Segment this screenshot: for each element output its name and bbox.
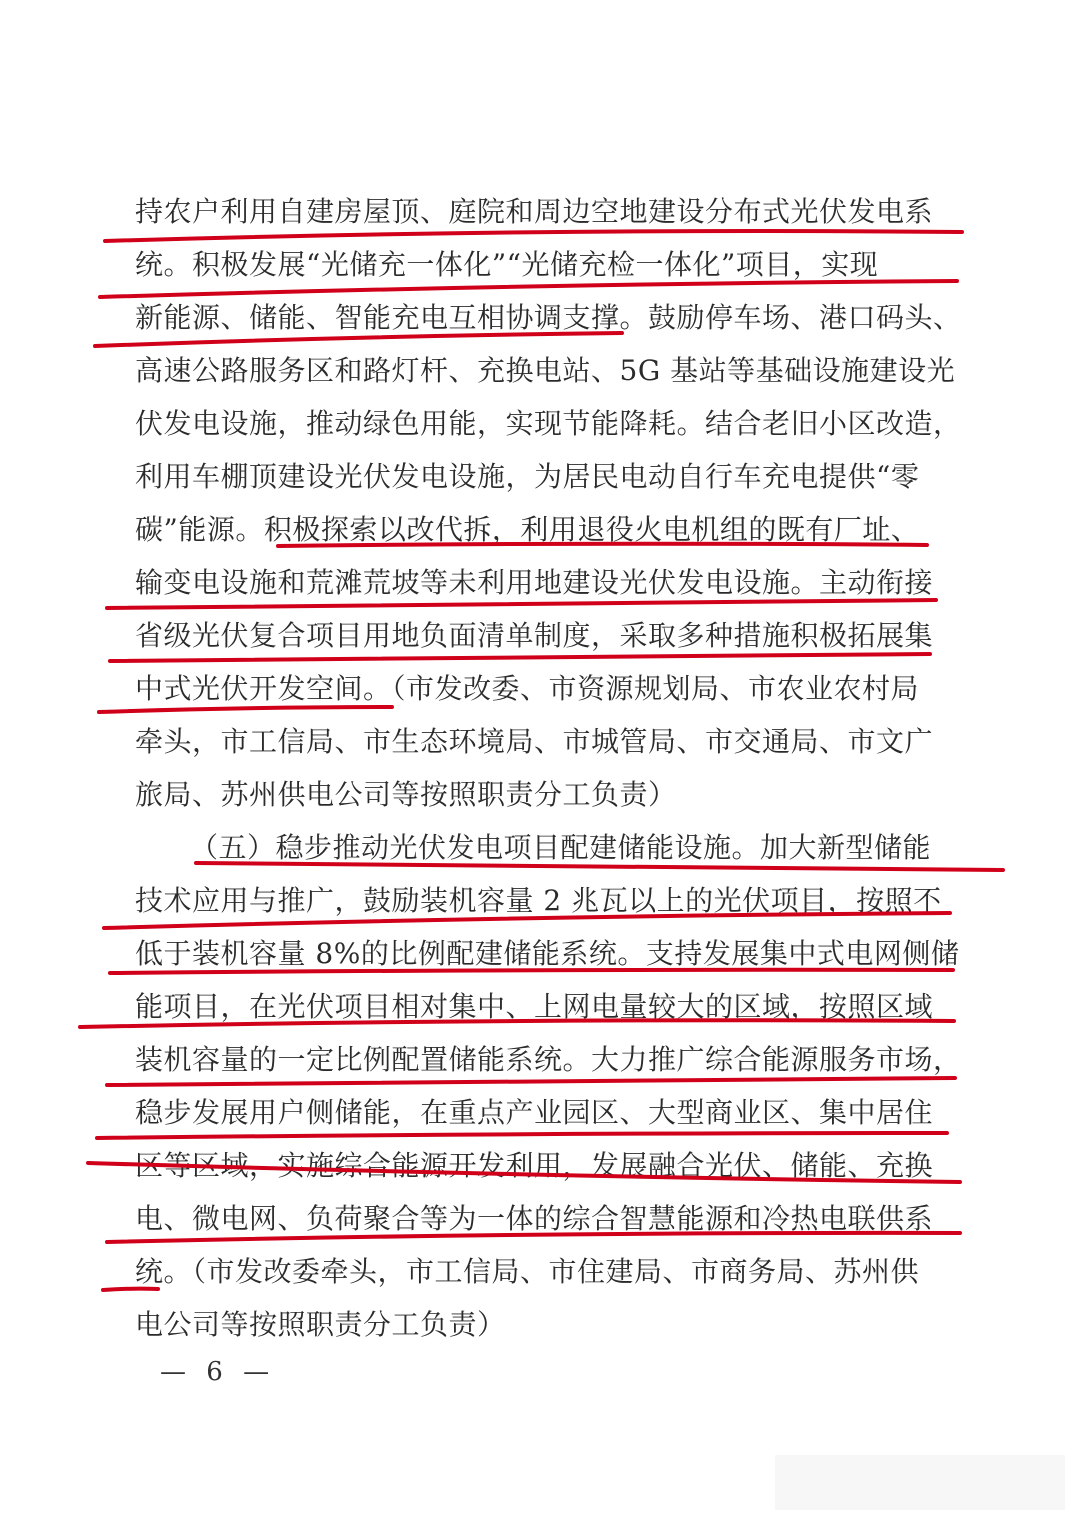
text-line: 旅局、苏州供电公司等按照职责分工负责） [135,778,677,811]
underline-mark [107,1233,960,1242]
text-line: 中式光伏开发空间。（市发改委、市资源规划局、市农业农村局 [135,672,920,705]
text-line: 电公司等按照职责分工负责） [135,1308,506,1341]
text-line: 输变电设施和荒滩荒坡等未利用地建设光伏发电设施。主动衔接 [135,566,934,599]
underline-mark [88,1163,960,1182]
text-line: 低于装机容量 8%的比例配建储能系统。支持发展集中式电网侧储 [135,937,960,970]
underline-mark [107,1078,955,1085]
underline-mark [103,1289,158,1290]
underline-mark [99,707,392,712]
text-line: 碳”能源。积极探索以改代拆，利用退役火电机组的既有厂址、 [135,513,920,546]
text-line: 技术应用与推广，鼓励装机容量 2 兆瓦以上的光伏项目，按照不 [135,884,942,917]
text-line: 统。（市发改委牵头，市工信局、市住建局、市商务局、苏州供 [135,1255,920,1288]
text-line: 利用车棚顶建设光伏发电设施，为居民电动自行车充电提供“零 [135,460,920,493]
text-line: 省级光伏复合项目用地负面清单制度，采取多种措施积极拓展集 [135,619,934,652]
underline-mark [97,1133,947,1138]
underline-mark [196,863,1003,870]
underline-mark [80,1020,954,1027]
underline-mark [107,600,936,608]
underline-mark [105,231,962,241]
section-heading-line: （五）稳步推动光伏发电项目配建储能设施。加大新型储能 [190,831,932,864]
text-line: 伏发电设施，推动绿色用能，实现节能降耗。结合老旧小区改造， [135,407,962,440]
text-line: 持农户利用自建房屋顶、庭院和周边空地建设分布式光伏发电系 [135,195,934,228]
text-line: 电、微电网、负荷聚合等为一体的综合智慧能源和冷热电联供系 [135,1202,934,1235]
text-line: 统。积极发展“光储充一体化”“光储充检一体化”项目，实现 [135,248,879,281]
text-line: 新能源、储能、智能充电互相协调支撑。鼓励停车场、港口码头、 [135,301,962,334]
underline-mark [110,654,930,661]
text-line: 稳步发展用户侧储能，在重点产业园区、大型商业区、集中居住 [135,1096,934,1129]
page-number: — 6 — [160,1357,276,1387]
underline-mark [104,913,950,928]
text-line: 能项目，在光伏项目相对集中、上网电量较大的区域，按照区域 [135,990,934,1023]
text-line: 区等区域，实施综合能源开发利用，发展融合光伏、储能、充换 [135,1149,934,1182]
watermark-overlay [775,1455,1065,1510]
underline-mark [95,333,622,346]
text-line: 高速公路服务区和路灯杆、充换电站、5G 基站等基础设施建设光 [135,354,956,387]
text-line: 装机容量的一定比例配置储能系统。大力推广综合能源服务市场， [135,1043,962,1076]
text-line: 牵头，市工信局、市生态环境局、市城管局、市交通局、市文广 [135,725,934,758]
underline-mark [278,544,927,546]
underline-mark [100,281,957,297]
underline-mark [110,970,953,973]
